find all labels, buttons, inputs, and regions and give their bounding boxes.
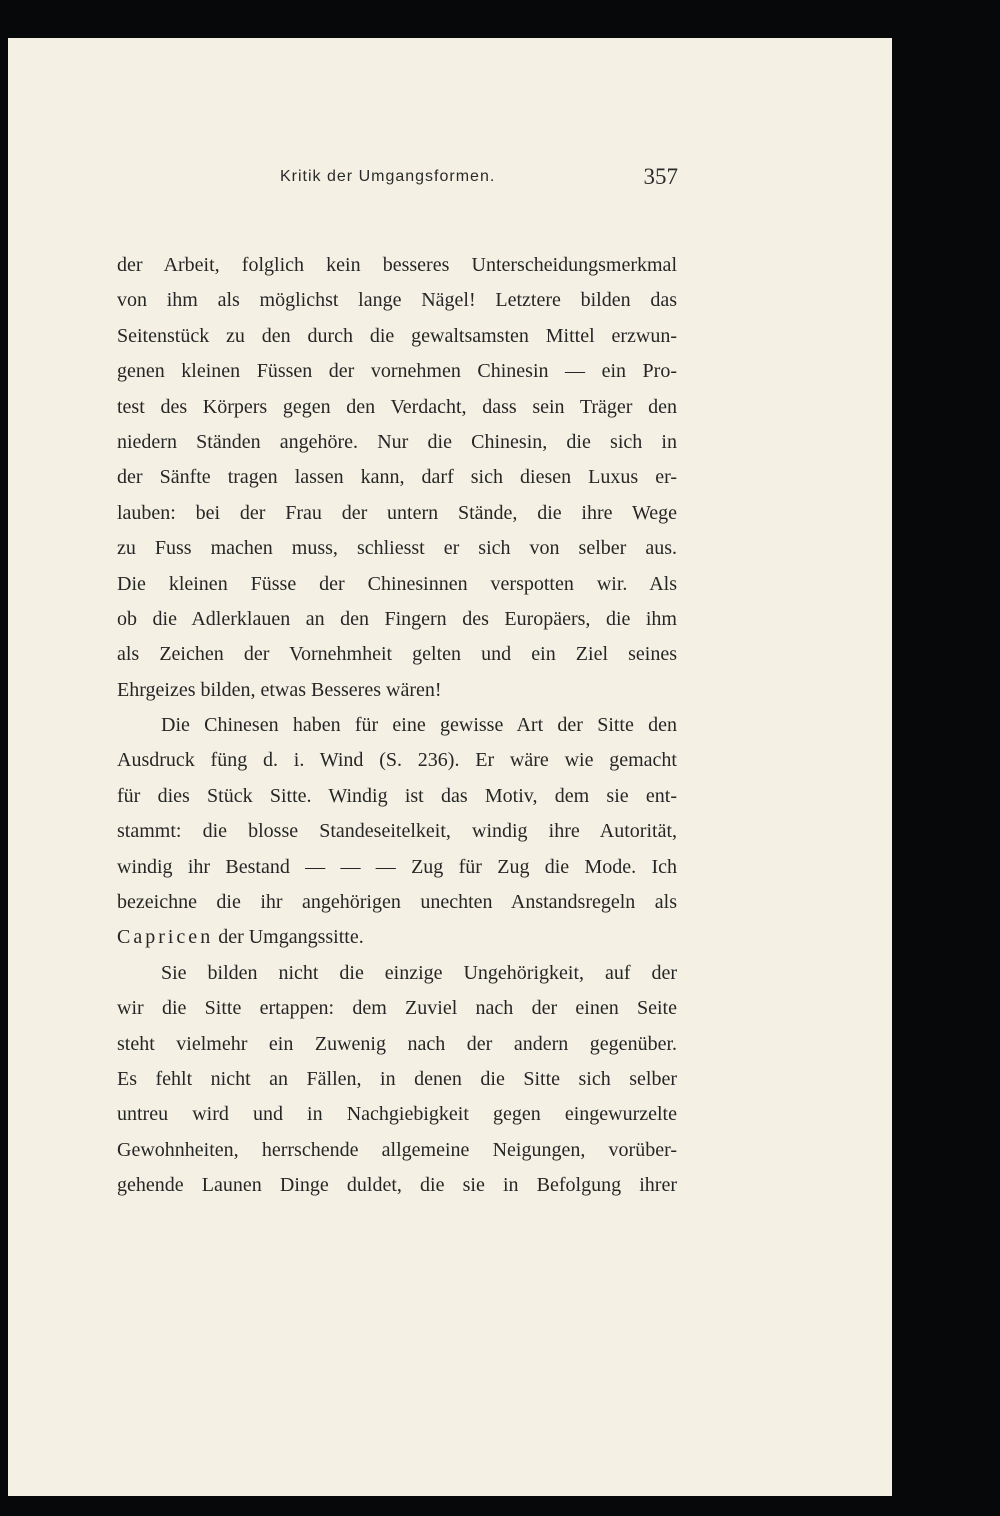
text-line: niedern Ständen angehöre. Nur die Chinesin, die sich in bbox=[117, 430, 677, 453]
text-line: steht vielmehr ein Zuwenig nach der andern gegenüber. bbox=[117, 1032, 677, 1055]
text-line: Sie bilden nicht die einzige Ungehörigkeit, auf der bbox=[161, 961, 677, 984]
page-number: 357 bbox=[643, 164, 678, 189]
text-line: Gewohnheiten, herrschende allgemeine Neigungen, vorüber- bbox=[117, 1138, 677, 1161]
text-line: Ausdruck füng d. i. Wind (S. 236). Er wäre wie gemacht bbox=[117, 749, 677, 772]
text-line: untreu wird und in Nachgiebigkeit gegen eingewurzelte bbox=[117, 1103, 677, 1126]
text-line: gehende Launen Dinge duldet, die sie in Befolgung ihrer bbox=[117, 1174, 677, 1197]
text-line: windig ihr Bestand — — — Zug für Zug die Mode. Ich bbox=[117, 855, 677, 878]
text-line: Die kleinen Füsse der Chinesinnen verspotten wir. Als bbox=[117, 572, 677, 595]
text-line bbox=[117, 920, 677, 955]
body-text bbox=[117, 248, 677, 1204]
text-line: der Sänfte tragen lassen kann, darf sich diesen Luxus er- bbox=[117, 466, 677, 489]
text-line: Die Chinesen haben für eine gewisse Art der Sitte den bbox=[161, 714, 677, 737]
text-line: genen kleinen Füssen der vornehmen Chinesin — ein Pro- bbox=[117, 360, 677, 383]
text-line: der Arbeit, folglich kein besseres Unterscheidungsmerkmal bbox=[117, 254, 677, 276]
text-line: Es fehlt nicht an Fällen, in denen die Sitte sich selber bbox=[117, 1067, 677, 1090]
text-line: bezeichne die ihr angehörigen unechten Anstandsregeln als bbox=[117, 891, 677, 914]
text-line: als Zeichen der Vornehmheit gelten und ein Ziel seines bbox=[117, 643, 677, 666]
text-line: Ehrgeizes bilden, etwas Besseres wären! bbox=[117, 678, 442, 701]
text-line: ob die Adlerklauen an den Fingern des Europäers, die ihm bbox=[117, 607, 677, 630]
text-line: wir die Sitte ertappen: dem Zuviel nach der einen Seite bbox=[117, 997, 677, 1020]
text-line-rest: der Umgangssitte. bbox=[213, 926, 364, 949]
text-line: für dies Stück Sitte. Windig ist das Motiv, dem sie ent- bbox=[117, 784, 677, 807]
running-title: Kritik der Umgangsformen. bbox=[280, 168, 496, 185]
running-head bbox=[280, 164, 680, 204]
text-line: stammt: die blosse Standeseitelkeit, windig ihre Autorität, bbox=[117, 820, 677, 843]
text-line: lauben: bei der Frau der untern Stände, die ihre Wege bbox=[117, 501, 677, 524]
text-line: Seitenstück zu den durch die gewaltsamsten Mittel erzwun- bbox=[117, 324, 677, 347]
text-line: von ihm als möglichst lange Nägel! Letztere bilden das bbox=[117, 289, 677, 312]
text-line: zu Fuss machen muss, schliesst er sich von selber aus. bbox=[117, 537, 677, 560]
spaced-term: Capricen bbox=[117, 926, 214, 949]
text-line: test des Körpers gegen den Verdacht, dass sein Träger den bbox=[117, 395, 677, 418]
